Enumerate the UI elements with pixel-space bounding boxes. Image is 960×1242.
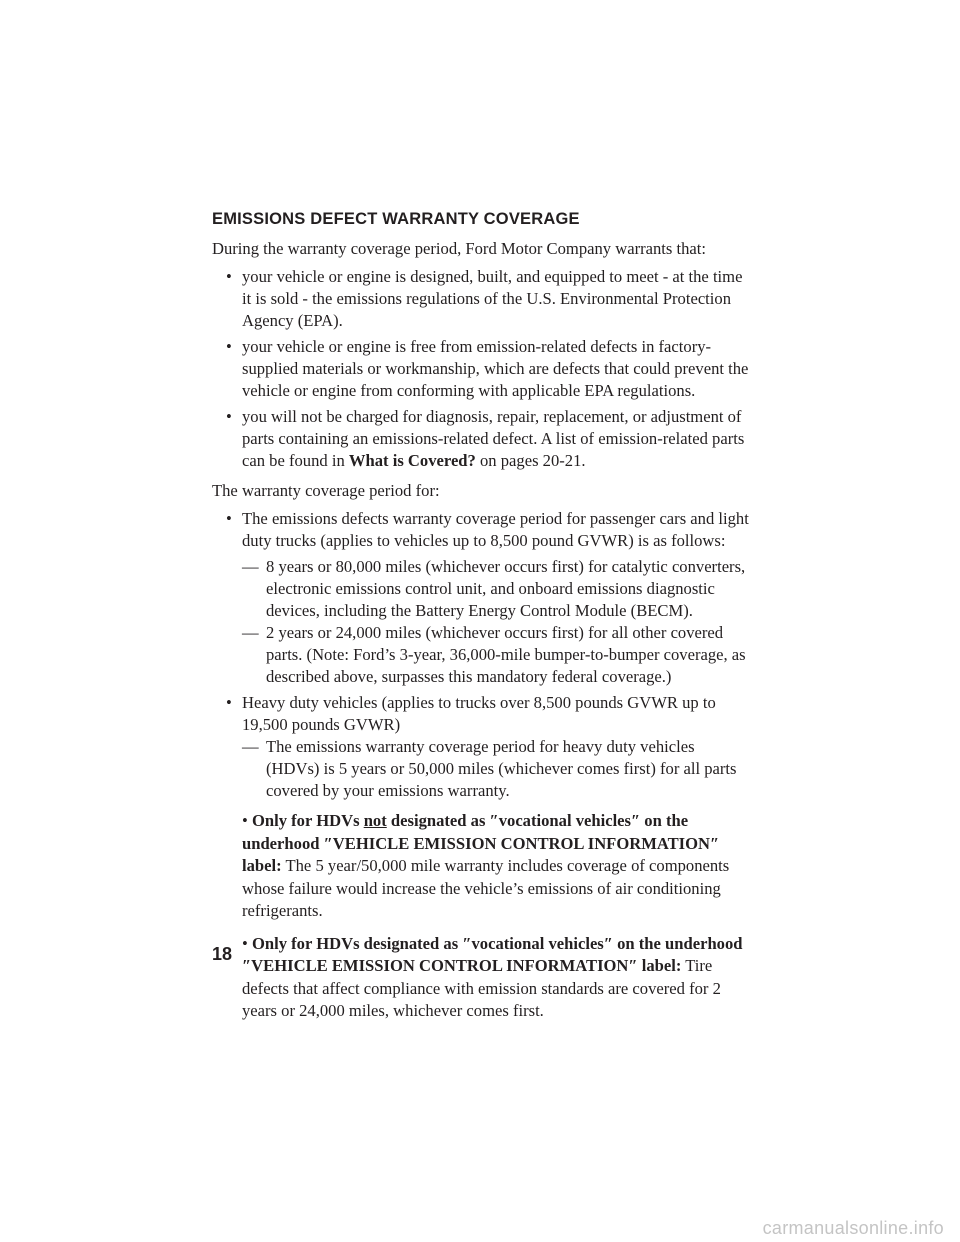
bullet-mark: •: [226, 407, 232, 426]
period-intro: The warranty coverage period for:: [212, 481, 440, 500]
hdv-dash-item: [212, 736, 752, 802]
ldv-dash-item: [212, 556, 752, 622]
hdv-bullet: [212, 692, 752, 736]
hdv-non-vocational-note: [212, 810, 752, 923]
bullet-text: you will not be charged for diagnosis, repair, replacement, or adjustment of parts containing an emissions-related defect. A list of emission-related parts can be found in: [242, 407, 745, 470]
warranty-bullet: [212, 406, 752, 472]
note-text: Tire defects that affect compliance with emission standards are covered for 2 years or 24,000 miles, whichever comes first.: [242, 956, 721, 1020]
dash-text: The emissions warranty coverage period for heavy duty vehicles (HDVs) is 5 years or 50,000 miles (whichever comes first) for all parts covered by your emissions warranty.: [266, 737, 737, 800]
bullet-mark: •: [226, 509, 232, 528]
dash-mark: —: [242, 737, 259, 756]
dash-text: 8 years or 80,000 miles (whichever occurs first) for catalytic converters, electronic emissions control unit, and onboard emissions diagnostic devices, including the Battery Energy Control Module (BECM).: [266, 557, 746, 620]
ldv-bullet: [212, 508, 752, 552]
intro-paragraph: During the warranty coverage period, Ford Motor Company warrants that:: [212, 239, 706, 258]
bullet-mark: •: [226, 267, 232, 286]
note-bold-label: Only for HDVs designated as ″vocational vehicles″ on the underhood ″VEHICLE EMISSION CONTROL INFORMATION″ label:: [242, 933, 743, 975]
document-page: [212, 208, 752, 1023]
bullet-text: your vehicle or engine is designed, built, and equipped to meet - at the time it is sold - the emissions regulations of the U.S. Environmental Protection Agency (EPA).: [242, 267, 743, 330]
warranty-bullet: [212, 266, 752, 332]
bullet-mark: •: [242, 933, 248, 953]
warranty-bullet: [212, 336, 752, 402]
ldv-dash-item: [212, 622, 752, 688]
note-text: The 5 year/50,000 mile warranty includes coverage of components whose failure would increase the vehicle’s emissions of air conditioning refrigerants.: [242, 856, 730, 920]
dash-text: 2 years or 24,000 miles (whichever occurs first) for all other covered parts. (Note: Ford’s 3-year, 36,000-mile bumper-to-bumper coverage, as described above, surpasses this mandatory federal coverage.): [266, 623, 746, 686]
dash-mark: —: [242, 557, 259, 576]
page-number: 18: [212, 944, 233, 964]
section-heading: EMISSIONS DEFECT WARRANTY COVERAGE: [212, 210, 580, 228]
hdv-vocational-note: [212, 933, 752, 1023]
page-reference: on pages 20-21.: [480, 451, 586, 470]
note-bold-label: designated as ″vocational vehicles″ on the underhood ″VEHICLE EMISSION CONTROL INFORMATION″ label:: [242, 811, 720, 875]
note-underlined-word: not: [363, 811, 387, 830]
bullet-mark: •: [242, 811, 248, 830]
bullet-text: your vehicle or engine is free from emission-related defects in factory-supplied materials or workmanship, which are defects that could prevent the vehicle or engine from conforming with applicable EPA regulations.: [242, 337, 749, 400]
dash-mark: —: [242, 623, 259, 642]
note-bold-lead: Only for HDVs: [251, 811, 360, 830]
bullet-text: The emissions defects warranty coverage period for passenger cars and light duty trucks (applies to vehicles up to 8,500 pound GVWR) is as follows:: [242, 509, 749, 550]
what-is-covered-reference: What is Covered?: [348, 451, 476, 470]
bullet-mark: •: [226, 337, 232, 356]
bullet-mark: •: [226, 693, 232, 712]
bullet-text: Heavy duty vehicles (applies to trucks over 8,500 pounds GVWR up to 19,500 pounds GVWR): [242, 693, 716, 734]
site-watermark: carmanualsonline.info: [762, 1218, 944, 1238]
